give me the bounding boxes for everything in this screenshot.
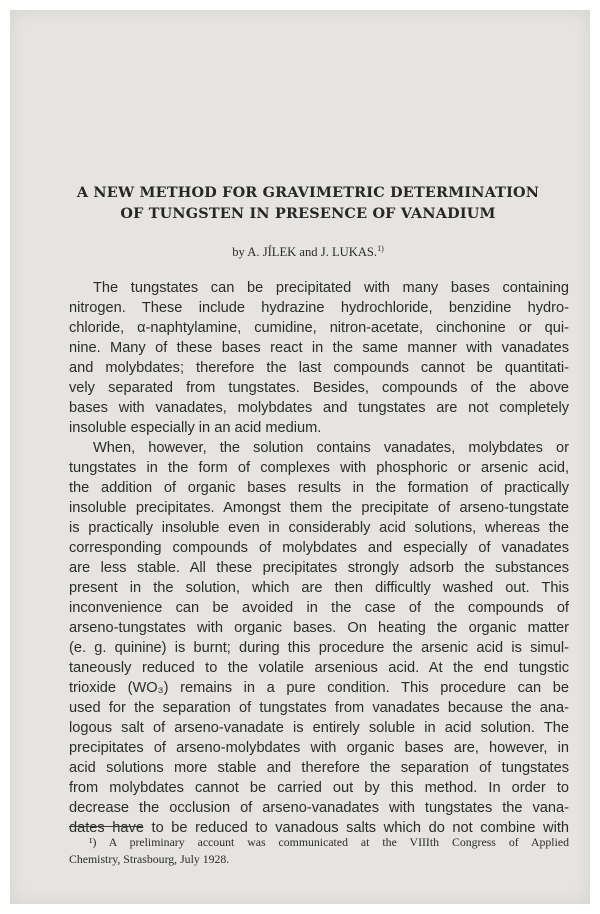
body-line: The tungstates can be precipitated with many bases containing bbox=[93, 280, 569, 296]
body-line: are less stable. All these precipitates strongly adsorb the substances bbox=[69, 560, 569, 576]
byline-text: by A. JÍLEK and J. LUKAS. bbox=[232, 245, 378, 260]
body-line: insoluble especially in an acid medium. bbox=[69, 420, 322, 436]
journal-page bbox=[10, 10, 590, 904]
body-line: taneously reduced to the volatile arsenious acid. At the end tungstic bbox=[69, 660, 569, 676]
body-line: and molybdates; therefore the last compounds cannot be quantitati- bbox=[69, 360, 569, 376]
author-byline bbox=[50, 244, 566, 260]
footnote bbox=[69, 834, 569, 868]
body-line: present in the solution, which are then difficultly washed out. This bbox=[69, 580, 569, 596]
body-line: used for the separation of tungstates from vanadates because the ana- bbox=[69, 700, 569, 716]
article-body bbox=[69, 278, 569, 838]
body-line: corresponding compounds of molybdates and especially of vanadates bbox=[69, 540, 569, 556]
title-line-2: OF TUNGSTEN IN PRESENCE OF VANADIUM bbox=[120, 205, 496, 222]
title-line-1: A NEW METHOD FOR GRAVIMETRIC DETERMINATION bbox=[76, 184, 540, 201]
body-line: precipitates of arseno-molybdates with organic bases are, however, in bbox=[69, 740, 569, 756]
body-line: nine. Many of these bases react in the same manner with vanadates bbox=[69, 340, 569, 356]
body-line: (e. g. quinine) is burnt; during this procedure the arsenic acid is simul- bbox=[69, 640, 569, 656]
body-line: trioxide (WO₃) remains in a pure condition. This procedure can be bbox=[69, 680, 569, 696]
body-line: inconvenience can be avoided in the case of the compounds of bbox=[69, 600, 569, 616]
body-line: is practically insoluble even in considerably acid solutions, whereas the bbox=[69, 520, 569, 536]
body-line: decrease the occlusion of arseno-vanadates with tungstates the vana- bbox=[69, 800, 569, 816]
body-line: tungstates in the form of complexes with phosphoric or arsenic acid, bbox=[69, 460, 569, 476]
footnote-line-2: Chemistry, Strasbourg, July 1928. bbox=[69, 852, 230, 866]
body-line: logous salt of arseno-vanadate is entirely soluble in acid solution. The bbox=[69, 720, 569, 736]
body-line: vely separated from tungstates. Besides, compounds of the above bbox=[69, 380, 569, 396]
body-line: arseno-tungstates with organic bases. On heating the organic matter bbox=[69, 620, 569, 636]
body-line: When, however, the solution contains vanadates, molybdates or bbox=[93, 440, 569, 456]
body-line: chloride, α-naphtylamine, cumidine, nitron-acetate, cinchonine or qui- bbox=[69, 320, 569, 336]
body-line: insoluble precipitates. Amongst them the precipitate of arseno-tungstate bbox=[69, 500, 569, 516]
byline-footnote-mark: 1) bbox=[377, 244, 384, 253]
body-line: dates have to be reduced to vanadous salts which do not combine with bbox=[69, 820, 569, 836]
article-title bbox=[50, 182, 566, 224]
body-line: bases with vanadates, molybdates and tungstates are not completely bbox=[69, 400, 569, 416]
footnote-divider bbox=[69, 826, 143, 827]
body-line: the addition of organic bases results in the formation of practically bbox=[69, 480, 569, 496]
footnote-line-1: ¹) A preliminary account was communicated at the VIIIth Congress of Applied bbox=[89, 835, 569, 849]
body-line: acid solutions more stable and therefore the separation of tungstates bbox=[69, 760, 569, 776]
body-line: from molybdates cannot be carried out by this method. In order to bbox=[69, 780, 569, 796]
body-line: nitrogen. These include hydrazine hydrochloride, benzidine hydro- bbox=[69, 300, 569, 316]
